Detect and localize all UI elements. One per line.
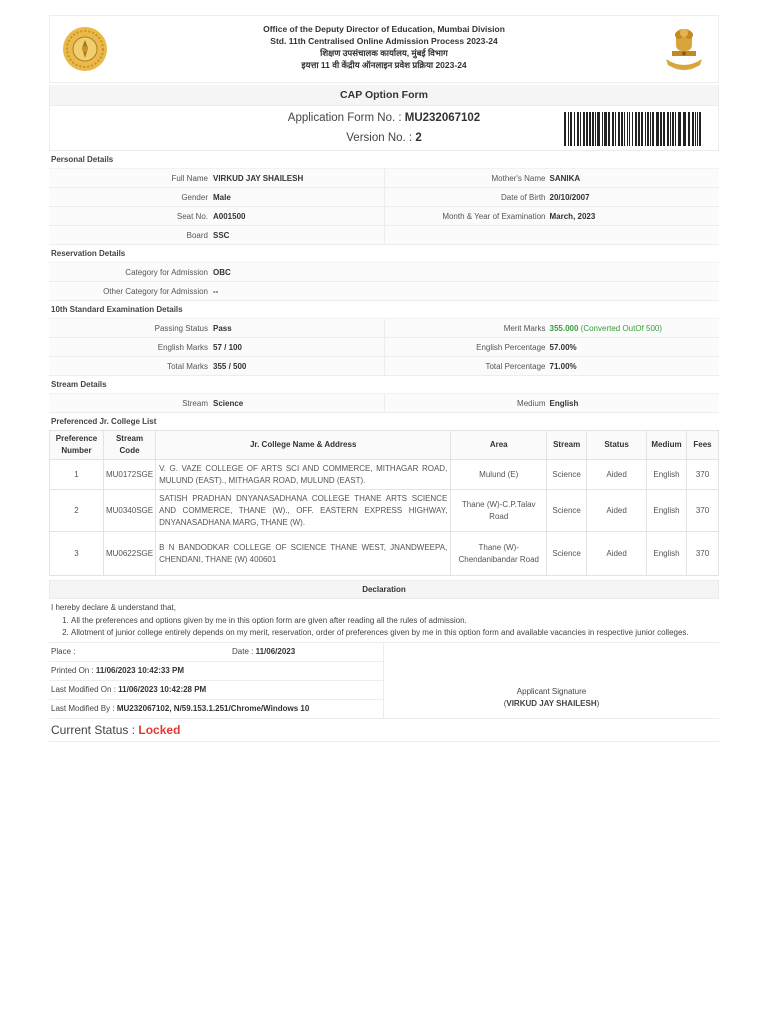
last-modified-label: Last Modified On : (51, 684, 116, 694)
other-category-label: Other Category for Admission (103, 286, 208, 296)
preference-number: 2 (50, 490, 104, 532)
other-category-value: -- (213, 286, 219, 296)
barcode-bar (580, 112, 581, 146)
signature-name: VIRKUD JAY SHAILESH (506, 698, 597, 708)
barcode-bar (688, 112, 690, 146)
place-label: Place : (51, 646, 76, 656)
barcode-bar (602, 112, 603, 146)
barcode-bar (615, 112, 616, 146)
barcode-bar (624, 112, 625, 146)
english-percentage-value: 57.00% (549, 342, 577, 352)
board-label: Board (186, 230, 208, 240)
application-number: MU232067102 (404, 112, 481, 124)
cap-option-form (49, 15, 719, 742)
total-percentage-label: Total Percentage (485, 361, 546, 371)
place-date-row (49, 643, 383, 662)
college-preference-table (49, 430, 719, 576)
declaration-point: 2. Allotment of junior college entirely depends on my merit, reservation, order of preferences given by me in this option form and available vacancies in respective junior colleges. (71, 627, 717, 640)
total-marks-value: 355 / 500 (213, 361, 247, 371)
total-marks-label: Total Marks (167, 361, 208, 371)
barcode-bar (597, 112, 600, 146)
stream-details-heading: Stream Details (51, 380, 107, 389)
stream-code: MU0622SGE (103, 532, 155, 576)
reservation-row (49, 262, 719, 282)
personal-row (49, 188, 719, 207)
barcode-bar (670, 112, 671, 146)
english-marks-label: English Marks (157, 342, 208, 352)
college-list-heading: Preferenced Jr. College List (51, 417, 157, 426)
last-modified-by-value: MU232067102, N/59.153.1.251/Chrome/Windows 10 (116, 703, 310, 713)
barcode-bar (568, 112, 569, 146)
barcode-bar (656, 112, 659, 146)
college-fees: 370 (686, 460, 718, 490)
college-status: Aided (587, 532, 647, 576)
barcode-bar (564, 112, 566, 146)
printed-on-label: Printed On : (51, 665, 94, 675)
barcode-bar (595, 112, 596, 146)
merit-marks-value: 355.000 (549, 323, 579, 333)
declaration-intro: I hereby declare & understand that, (51, 603, 176, 612)
barcode-bar (683, 112, 686, 146)
reservation-details-heading: Reservation Details (51, 249, 126, 258)
barcode-bar (652, 112, 654, 146)
barcode-bar (632, 112, 633, 146)
college-stream: Science (547, 532, 587, 576)
declaration-heading: Declaration (49, 580, 719, 599)
mother-name-label: Mother's Name (491, 173, 546, 183)
seat-value: A001500 (213, 211, 246, 221)
reservation-row (49, 282, 719, 301)
barcode-bar (678, 112, 681, 146)
header-line-1: Office of the Deputy Director of Education, Mumbai Division (263, 24, 505, 34)
barcode-bar (647, 112, 649, 146)
barcode-bar (604, 112, 607, 146)
column-header: Preference Number (50, 431, 104, 460)
column-header: Medium (647, 431, 687, 460)
college-stream: Science (547, 460, 587, 490)
last-modified-value: 11/06/2023 10:42:28 PM (118, 684, 207, 694)
barcode-bar (583, 112, 585, 146)
barcode-bar (586, 112, 588, 146)
application-number-panel (49, 106, 719, 151)
total-percentage-value: 71.00% (549, 361, 577, 371)
college-name-address: SATISH PRADHAN DNYANASADHANA COLLEGE THANE ARTS SCIENCE AND COMMERCE, THANE (W)., OFF. EASTERN EXPRESS HIGHWAY, DNYANASADHANA MARG, THANE (W). (156, 490, 451, 532)
barcode-bar (635, 112, 637, 146)
column-header: Area (451, 431, 547, 460)
category-value: OBC (213, 267, 231, 277)
exam-row (49, 357, 719, 376)
college-name-address: B N BANDODKAR COLLEGE OF SCIENCE THANE WEST, JNANDWEEPA, CHENDANI, THANE (W) 400601 (156, 532, 451, 576)
college-medium: English (647, 490, 687, 532)
column-header: Fees (686, 431, 718, 460)
barcode-bar (574, 112, 575, 146)
header-line-2: Std. 11th Centralised Online Admission Process 2023-24 (270, 36, 498, 46)
stream-code: MU0172SGE (103, 460, 155, 490)
preference-number: 3 (50, 532, 104, 576)
exam-month-value: March, 2023 (549, 211, 596, 221)
header-line-3: शिक्षण उपसंचालक कार्यालय, मुंबई विभाग (320, 48, 448, 58)
barcode-bar (618, 112, 620, 146)
stream-row (49, 393, 719, 413)
barcode-bar (627, 112, 628, 146)
full-name-value: VIRKUD JAY SHAILESH (213, 173, 304, 183)
stream-label: Stream (182, 398, 208, 408)
barcode-bar (629, 112, 630, 146)
version-label: Version No. : (346, 132, 413, 144)
signature-label: Applicant Signature (516, 686, 587, 696)
barcode-bar (621, 112, 623, 146)
preference-number: 1 (50, 460, 104, 490)
college-fees: 370 (686, 490, 718, 532)
signature-area: Applicant Signature (VIRKUD JAY SHAILESH) (384, 643, 719, 718)
printed-on-value: 11/06/2023 10:42:33 PM (95, 665, 184, 675)
barcode-bar (592, 112, 594, 146)
personal-details-heading: Personal Details (51, 155, 114, 164)
maharashtra-seal-icon (62, 26, 108, 72)
table-row (50, 460, 719, 490)
form-footer (49, 642, 719, 719)
column-header: Stream Code (103, 431, 155, 460)
barcode-bar (672, 112, 674, 146)
barcode-icon (564, 112, 704, 146)
barcode-bar (638, 112, 640, 146)
english-percentage-label: English Percentage (476, 342, 546, 352)
stream-code: MU0340SGE (103, 490, 155, 532)
personal-row (49, 168, 719, 188)
barcode-bar (608, 112, 610, 146)
college-area: Thane (W)-Chendanibandar Road (451, 532, 547, 576)
current-status-value: Locked (138, 722, 181, 737)
personal-row (49, 226, 719, 245)
merit-marks-label: Merit Marks (503, 323, 546, 333)
table-row (50, 490, 719, 532)
college-status: Aided (587, 460, 647, 490)
passing-status-value: Pass (213, 323, 232, 333)
current-status (49, 719, 719, 742)
medium-label: Medium (517, 398, 546, 408)
version-number: 2 (415, 132, 422, 144)
barcode-bar (667, 112, 669, 146)
college-status: Aided (587, 490, 647, 532)
barcode-bar (570, 112, 572, 146)
header-line-4: इयत्ता 11 वी केंद्रीय ऑनलाइन प्रवेश प्रक्रिया 2023-24 (301, 60, 467, 70)
mother-name-value: SANIKA (549, 173, 581, 183)
barcode-bar (695, 112, 696, 146)
full-name-label: Full Name (171, 173, 208, 183)
form-title: CAP Option Form (49, 85, 719, 106)
gender-value: Male (213, 192, 231, 202)
last-modified-row (49, 681, 383, 700)
barcode-bar (697, 112, 698, 146)
gender-label: Gender (181, 192, 208, 202)
current-status-label: Current Status : (51, 722, 136, 737)
merit-marks-note: (Converted OutOf 500) (580, 323, 663, 333)
date-label: Date : (232, 646, 254, 656)
application-label: Application Form No. : (287, 112, 402, 124)
personal-row (49, 207, 719, 226)
table-row (50, 532, 719, 576)
last-modified-by-row (49, 700, 383, 718)
barcode-bar (660, 112, 662, 146)
barcode-bar (589, 112, 591, 146)
college-fees: 370 (686, 532, 718, 576)
date-value: 11/06/2023 (255, 646, 296, 656)
barcode-bar (663, 112, 665, 146)
barcode-bar (650, 112, 651, 146)
college-medium: English (647, 460, 687, 490)
column-header: Jr. College Name & Address (156, 431, 451, 460)
college-area: Thane (W)-C.P.Talav Road (451, 490, 547, 532)
barcode-bar (692, 112, 694, 146)
college-stream: Science (547, 490, 587, 532)
english-marks-value: 57 / 100 (213, 342, 242, 352)
exam-details-heading: 10th Standard Examination Details (51, 305, 183, 314)
declaration-text (49, 599, 719, 642)
college-name-address: V. G. VAZE COLLEGE OF ARTS SCI AND COMMERCE, MITHAGAR ROAD, MULUND (EAST)., MITHAGAR ROAD, MULUND (EAST). (156, 460, 451, 490)
printed-on-row (49, 662, 383, 681)
column-header: Stream (547, 431, 587, 460)
last-modified-by-label: Last Modified By : (51, 703, 115, 713)
barcode-bar (675, 112, 676, 146)
college-medium: English (647, 532, 687, 576)
exam-row (49, 318, 719, 338)
barcode-bar (641, 112, 643, 146)
barcode-bar (577, 112, 579, 146)
board-value: SSC (213, 230, 230, 240)
stream-value: Science (213, 398, 244, 408)
exam-month-label: Month & Year of Examination (442, 211, 546, 221)
barcode-bar (612, 112, 614, 146)
table-header-row (50, 431, 719, 460)
declaration-point: 1. All the preferences and options given by me in this option form are given after reading all the rules of admission. (71, 615, 717, 628)
medium-value: English (549, 398, 579, 408)
dob-label: Date of Birth (501, 192, 546, 202)
college-area: Mulund (E) (451, 460, 547, 490)
column-header: Status (587, 431, 647, 460)
barcode-bar (645, 112, 646, 146)
national-emblem-icon (662, 25, 706, 75)
seat-label: Seat No. (176, 211, 208, 221)
dob-value: 20/10/2007 (549, 192, 590, 202)
category-label: Category for Admission (125, 267, 208, 277)
exam-row (49, 338, 719, 357)
form-header (49, 15, 719, 83)
passing-status-label: Passing Status (154, 323, 208, 333)
barcode-bar (699, 112, 701, 146)
